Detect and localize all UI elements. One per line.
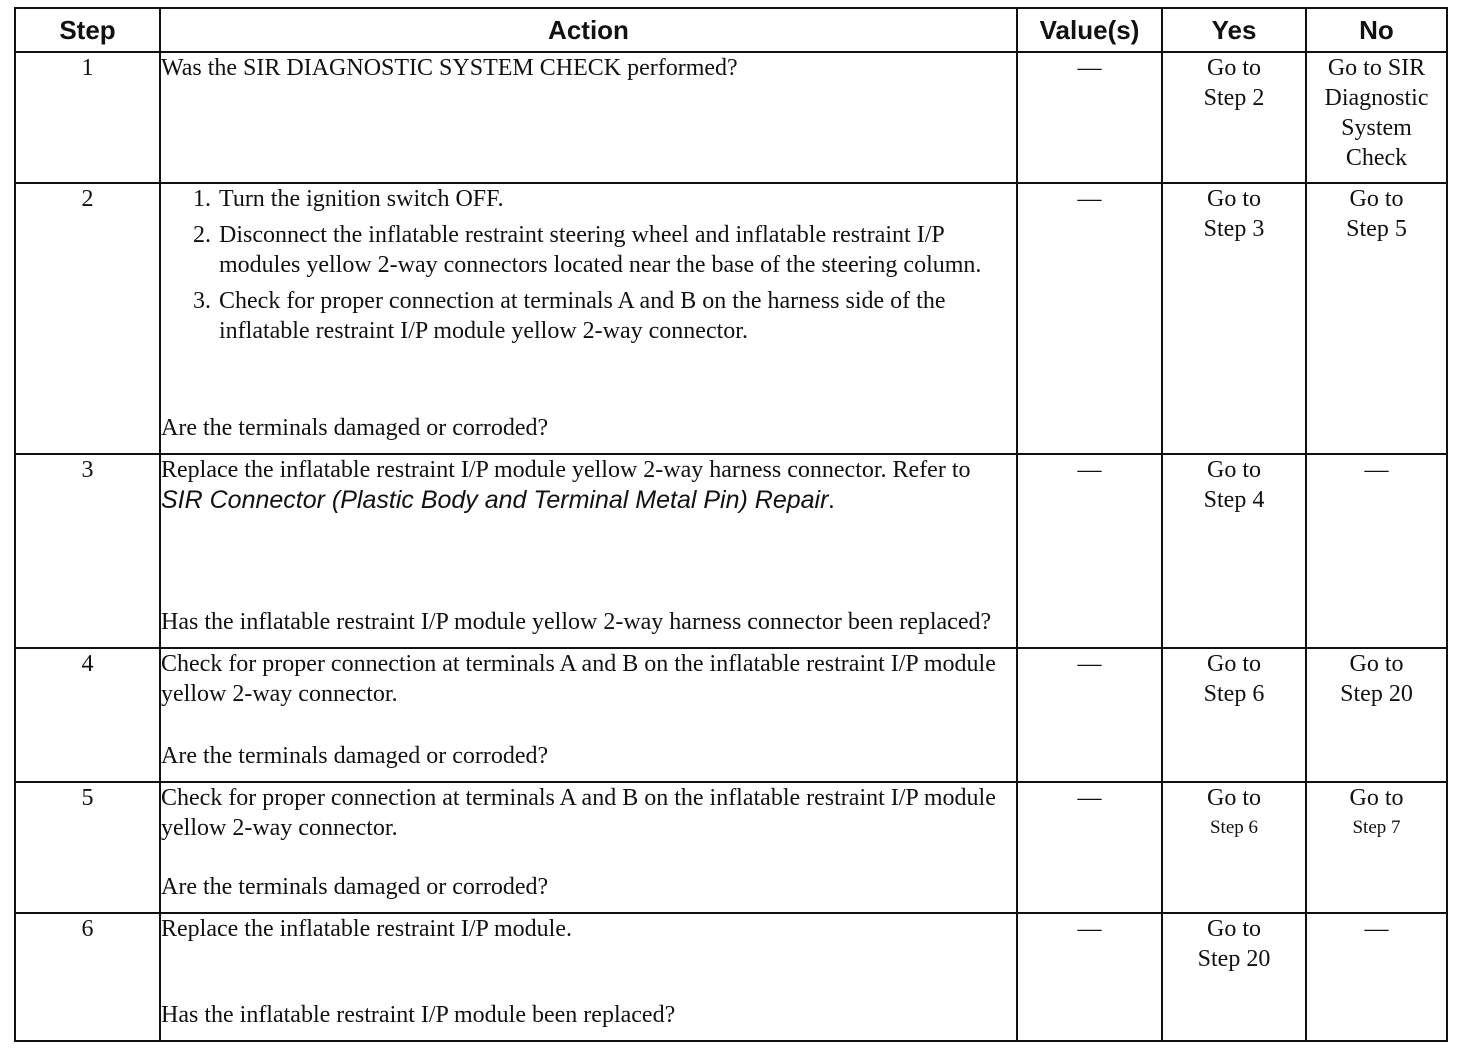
yes-line: Step 2 [1203,85,1265,111]
table-row-step-1 [15,52,1447,183]
value-cell: — [1017,913,1162,1041]
no-cell [1306,183,1447,454]
header-row [15,8,1447,52]
value-cell: — [1017,648,1162,782]
step-number: 5 [15,782,160,913]
no-cell [1306,454,1447,648]
action-question: Are the terminals damaged or corroded? [161,415,549,441]
value-cell: — [1017,454,1162,648]
step-number: 6 [15,913,160,1041]
yes-line: Step 3 [1203,216,1265,242]
yes-line: Step 20 [1197,946,1271,972]
yes-cell [1162,913,1306,1041]
no-cell [1306,913,1447,1041]
no-line: — [1364,457,1389,483]
value-cell: — [1017,52,1162,183]
action-cell [160,454,1017,648]
no-line: Diagnostic [1324,85,1429,111]
step-number: 2 [15,183,160,454]
action-text: Was the SIR DIAGNOSTIC SYSTEM CHECK performed? [161,55,738,81]
action-step-item: 2. Disconnect the inflatable restraint steering wheel and inflatable restraint I/P modules yellow 2-way connectors located near the base of the steering column. [217,220,1016,280]
yes-line: Go to [1207,785,1261,811]
yes-line: Go to [1207,651,1261,677]
header-values: Value(s) [1017,8,1162,52]
no-line: — [1364,916,1389,942]
yes-cell [1162,454,1306,648]
diagnostic-table [14,7,1448,1042]
action-text-tail: . [828,488,835,514]
action-cell [160,913,1017,1041]
table-row-step-4 [15,648,1447,782]
yes-line: Step 4 [1203,487,1265,513]
yes-cell [1162,648,1306,782]
no-line: System [1341,115,1412,141]
header-yes: Yes [1162,8,1306,52]
step-number: 4 [15,648,160,782]
no-line: Check [1345,145,1408,171]
action-text: Replace the inflatable restraint I/P module. [161,916,572,942]
action-text: Check for proper connection at terminals A and B on the inflatable restraint I/P module yellow 2-way connector. [161,651,996,707]
no-line: Step 7 [1352,817,1401,838]
header-no: No [1306,8,1447,52]
action-text: Check for proper connection at terminals A and B on the inflatable restraint I/P module yellow 2-way connector. [161,785,996,841]
yes-cell [1162,183,1306,454]
action-cell [160,782,1017,913]
no-line: Step 5 [1346,216,1407,242]
header-action: Action [160,8,1017,52]
yes-cell [1162,52,1306,183]
action-step-item: 1. Turn the ignition switch OFF. [217,184,1016,214]
no-cell [1306,782,1447,913]
action-text-lead: Replace the inflatable restraint I/P module yellow 2-way harness connector. Refer to [161,457,971,483]
yes-line: Go to [1207,916,1261,942]
repair-reference: SIR Connector (Plastic Body and Terminal Metal Pin) Repair [161,486,829,514]
no-line: Go to SIR [1327,55,1426,81]
yes-line: Step 6 [1203,681,1265,707]
table-row-step-5 [15,782,1447,913]
action-question: Are the terminals damaged or corroded? [161,743,549,769]
no-line: Go to [1349,186,1404,212]
yes-line: Go to [1207,186,1261,212]
no-line: Step 20 [1340,681,1413,707]
table-row-step-2 [15,183,1447,454]
yes-cell [1162,782,1306,913]
action-step-item: 3. Check for proper connection at terminals A and B on the harness side of the inflatable restraint I/P module yellow 2-way connector. [217,286,1016,346]
step-number: 3 [15,454,160,648]
table-row-step-3 [15,454,1447,648]
yes-line: Step 6 [1209,817,1259,838]
action-question: Are the terminals damaged or corroded? [161,874,549,900]
action-cell [160,52,1017,183]
action-cell [160,183,1017,454]
value-cell: — [1017,782,1162,913]
yes-line: Go to [1207,55,1261,81]
no-cell [1306,648,1447,782]
step-number: 1 [15,52,160,183]
header-step: Step [15,8,160,52]
yes-line: Go to [1207,457,1261,483]
action-text [161,455,1016,516]
action-cell [160,648,1017,782]
value-cell: — [1017,183,1162,454]
action-question: Has the inflatable restraint I/P module been replaced? [161,1002,676,1028]
no-cell [1306,52,1447,183]
action-steps-list [187,184,1016,352]
action-question: Has the inflatable restraint I/P module yellow 2-way harness connector been replaced? [161,609,992,635]
no-line: Go to [1349,785,1404,811]
table-row-step-6 [15,913,1447,1041]
no-line: Go to [1349,651,1404,677]
